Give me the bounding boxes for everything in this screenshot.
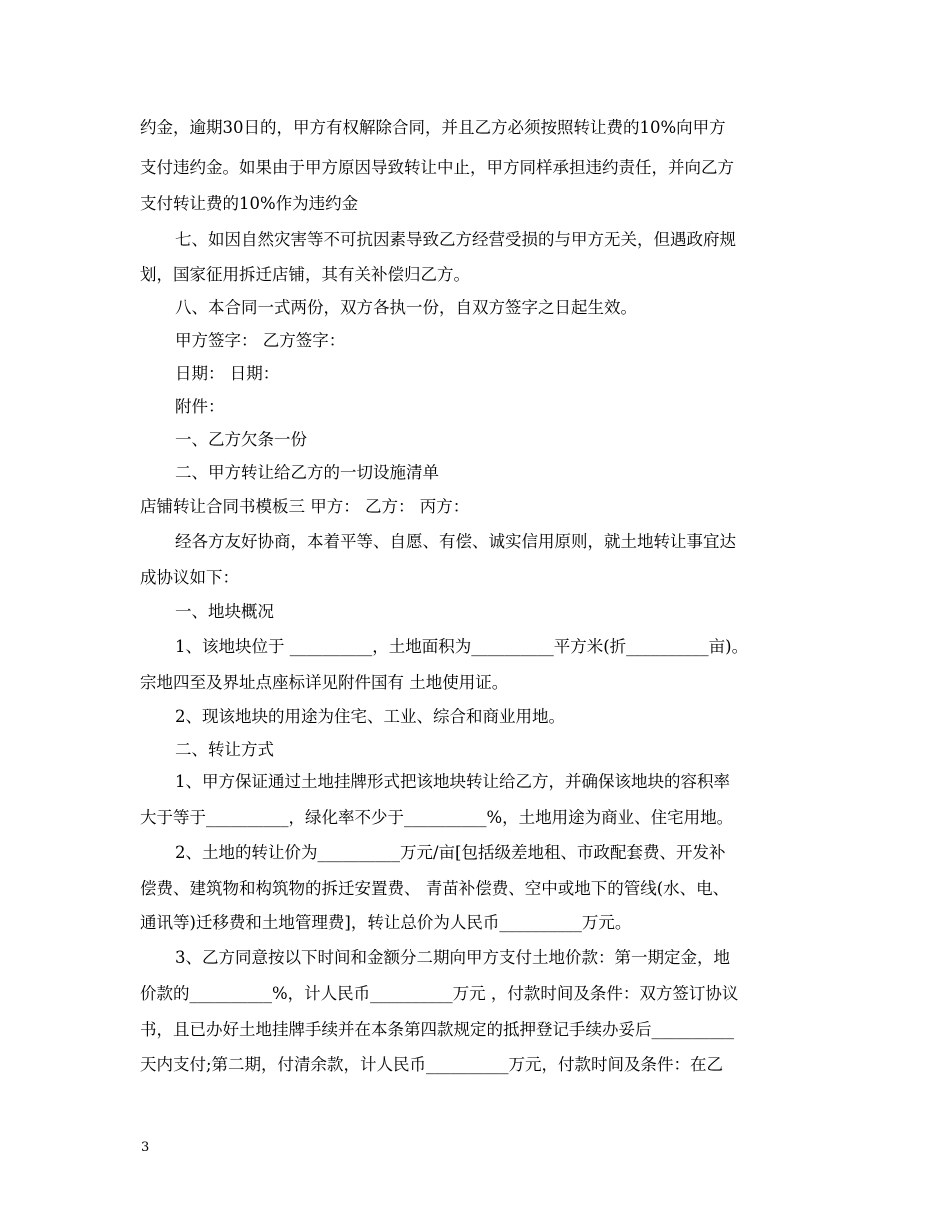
text-line: 书，且已办好土地挂牌手续并在本条第四款规定的抵押登记手续办妥后__________ <box>140 1020 734 1039</box>
page-number: 3 <box>141 1140 150 1155</box>
text-line: 大于等于__________，绿化率不少于__________%，土地用途为商业、住宅用地。 <box>140 808 734 827</box>
text-line: 约金，逾期30日的，甲方有权解除合同，并且乙方必须按照转让费的10%向甲方 <box>140 118 726 137</box>
text-line: 宗地四至及界址点座标详见附件国有 土地使用证。 <box>140 673 509 692</box>
attachment-heading: 附件： <box>175 397 225 416</box>
text-line: 2、现该地块的用途为住宅、工业、综合和商业用地。 <box>175 707 565 726</box>
text-line: 七、如因自然灾害等不可抗因素导致乙方经营受损的与甲方无关，但遇政府规 <box>175 230 736 249</box>
section-heading: 一、地块概况 <box>175 602 274 621</box>
date-line: 日期： 日期： <box>175 364 280 383</box>
text-line: 偿费、建筑物和构筑物的拆迁安置费、 青苗补偿费、空中或地下的管线(水、电、 <box>140 879 730 898</box>
text-line: 通讯等)迁移费和土地管理费]，转让总价为人民币__________万元。 <box>140 913 632 932</box>
text-line: 1、该地块位于 __________，土地面积为__________平方米(折__________亩)。 <box>175 637 749 656</box>
text-line: 天内支付;第二期，付清余款，计人民币__________万元，付款时间及条件：在乙 <box>140 1055 724 1074</box>
text-line: 经各方友好协商，本着平等、自愿、有偿、诚实信用原则，就土地转让事宜达 <box>175 532 736 551</box>
text-line: 划，国家征用拆迁店铺，其有关补偿归乙方。 <box>140 265 470 284</box>
text-line: 支付违约金。如果由于甲方原因导致转让中止，甲方同样承担违约责任，并向乙方 <box>140 158 734 177</box>
text-line: 价款的__________%，计人民币__________万元 ，付款时间及条件：双方签订协议 <box>140 984 739 1003</box>
text-line: 二、甲方转让给乙方的一切设施清单 <box>175 463 439 482</box>
text-line: 支付转让费的10%作为违约金 <box>140 194 359 213</box>
text-line: 3、乙方同意按以下时间和金额分二期向甲方支付土地价款：第一期定金，地 <box>175 948 730 967</box>
text-line: 八、本合同一式两份，双方各执一份，自双方签字之日起生效。 <box>175 298 637 317</box>
template-title-line: 店铺转让合同书模板三 甲方： 乙方： 丙方： <box>140 497 470 516</box>
signature-line: 甲方签字： 乙方签字： <box>175 331 346 350</box>
text-line: 成协议如下： <box>140 568 239 587</box>
section-heading: 二、转让方式 <box>175 740 274 759</box>
text-line: 2、土地的转让价为__________万元/亩[包括级差地租、市政配套费、开发补 <box>175 843 726 862</box>
text-line: 1、甲方保证通过土地挂牌形式把该地块转让给乙方，并确保该地块的容积率 <box>175 772 730 791</box>
text-line: 一、乙方欠条一份 <box>175 430 307 449</box>
